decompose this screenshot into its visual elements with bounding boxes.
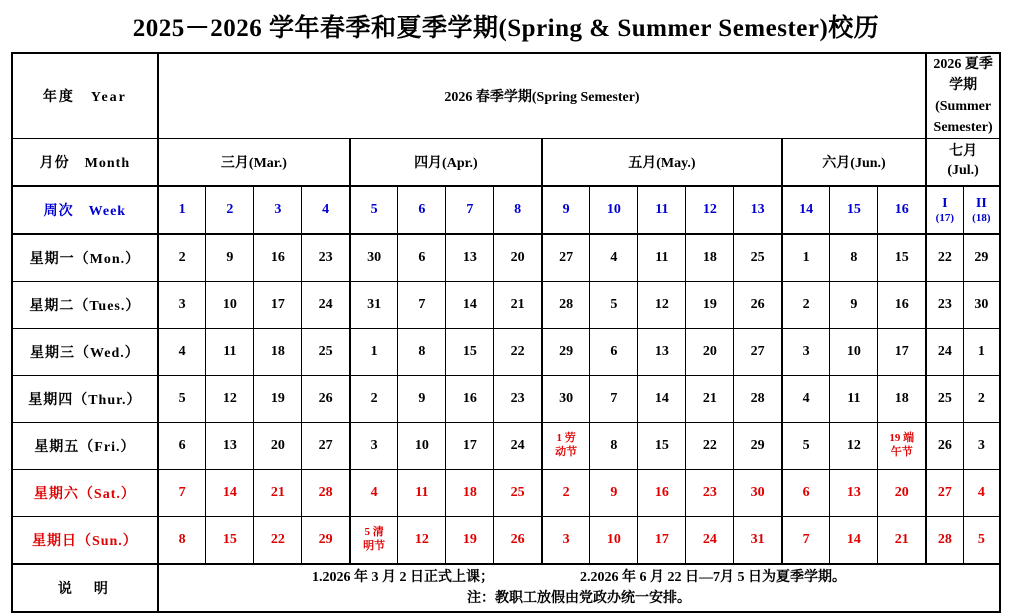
date-cell: 27	[302, 423, 350, 470]
weekday-label: 星期四（Thur.）	[12, 376, 158, 423]
note-label: 说 明	[12, 564, 158, 612]
date-cell: 3	[350, 423, 398, 470]
date-cell: 15	[446, 329, 494, 376]
date-cell: 30	[963, 282, 1000, 329]
date-cell: 22	[926, 234, 963, 282]
date-cell: 30	[734, 470, 782, 517]
date-cell: 18	[878, 376, 926, 423]
date-cell: 25	[926, 376, 963, 423]
week-cell-13: 13	[734, 186, 782, 234]
month-cell-jun: 六月(Jun.)	[782, 139, 926, 187]
date-cell: 23	[302, 234, 350, 282]
date-cell: 13	[206, 423, 254, 470]
date-cell: 10	[206, 282, 254, 329]
weekday-row	[12, 234, 1000, 282]
date-cell: 15	[206, 517, 254, 565]
date-cell: 1	[350, 329, 398, 376]
date-cell: 28	[734, 376, 782, 423]
date-cell: 2	[782, 282, 830, 329]
date-cell: 16	[878, 282, 926, 329]
week-cell-11: 11	[638, 186, 686, 234]
week-cell-3: 3	[254, 186, 302, 234]
date-cell: 30	[542, 376, 590, 423]
holiday-label: 5 清 明节	[363, 526, 386, 552]
week-label-cell: 周次 Week	[12, 186, 158, 234]
date-cell: 7	[398, 282, 446, 329]
weekday-label: 星期一（Mon.）	[12, 234, 158, 282]
date-cell: 29	[734, 423, 782, 470]
date-cell: 24	[926, 329, 963, 376]
date-cell: 27	[542, 234, 590, 282]
date-cell: 9	[398, 376, 446, 423]
date-cell: 29	[542, 329, 590, 376]
month-cell-mar: 三月(Mar.)	[158, 139, 350, 187]
date-cell: 8	[590, 423, 638, 470]
week-cell-1: 1	[158, 186, 206, 234]
date-cell: 2	[158, 234, 206, 282]
week-cell-15: 15	[830, 186, 878, 234]
date-cell: 29	[963, 234, 1000, 282]
date-cell: 26	[494, 517, 542, 565]
summer-week-2-sub: (18)	[972, 212, 991, 224]
date-cell: 9	[206, 234, 254, 282]
summer-week-2-main: II	[975, 196, 987, 211]
holiday-label: 19 端 午节	[889, 432, 915, 458]
summer-week-1-sub: (17)	[935, 212, 954, 224]
date-cell: 9	[590, 470, 638, 517]
date-cell: 4	[963, 470, 1000, 517]
date-cell: 2	[350, 376, 398, 423]
date-cell: 18	[686, 234, 734, 282]
weekday-row	[12, 423, 1000, 470]
date-cell: 16	[254, 234, 302, 282]
date-cell: 20	[686, 329, 734, 376]
date-cell: 25	[302, 329, 350, 376]
week-cell-4: 4	[302, 186, 350, 234]
date-cell: 10	[398, 423, 446, 470]
date-cell: 23	[926, 282, 963, 329]
date-cell: 14	[830, 517, 878, 565]
date-cell: 3	[158, 282, 206, 329]
date-cell: 4	[590, 234, 638, 282]
date-cell: 20	[878, 470, 926, 517]
date-cell: 28	[302, 470, 350, 517]
date-cell: 13	[446, 234, 494, 282]
academic-calendar-table	[11, 52, 1001, 613]
week-row	[12, 186, 1000, 234]
week-cell-7: 7	[446, 186, 494, 234]
date-cell: 24	[686, 517, 734, 565]
date-cell: 12	[398, 517, 446, 565]
weekday-row	[12, 517, 1000, 565]
week-cell-2: 2	[206, 186, 254, 234]
date-cell: 6	[158, 423, 206, 470]
date-cell: 15	[878, 234, 926, 282]
date-cell: 24	[494, 423, 542, 470]
date-cell: 4	[158, 329, 206, 376]
week-cell-9: 9	[542, 186, 590, 234]
date-cell: 22	[494, 329, 542, 376]
date-cell: 5	[782, 423, 830, 470]
note-line-1	[159, 567, 999, 588]
date-cell: 7	[782, 517, 830, 565]
date-cell: 3	[542, 517, 590, 565]
date-cell: 22	[254, 517, 302, 565]
weekday-label: 星期二（Tues.）	[12, 282, 158, 329]
note-line-1-part-1: 1.2026 年 3 月 2 日正式上课；	[311, 570, 494, 585]
date-cell: 22	[686, 423, 734, 470]
week-cell-12: 12	[686, 186, 734, 234]
weekday-row	[12, 329, 1000, 376]
date-cell: 8	[398, 329, 446, 376]
date-cell: 26	[302, 376, 350, 423]
date-cell: 14	[638, 376, 686, 423]
date-cell: 11	[638, 234, 686, 282]
week-cell-16: 16	[878, 186, 926, 234]
date-cell: 18	[446, 470, 494, 517]
date-cell: 19	[254, 376, 302, 423]
date-cell: 16	[446, 376, 494, 423]
date-cell: 28	[926, 517, 963, 565]
date-cell: 27	[926, 470, 963, 517]
date-cell: 13	[638, 329, 686, 376]
date-cell: 17	[446, 423, 494, 470]
date-cell: 21	[878, 517, 926, 565]
date-cell: 21	[686, 376, 734, 423]
date-cell: 23	[686, 470, 734, 517]
date-cell: 4	[782, 376, 830, 423]
week-cell-5: 5	[350, 186, 398, 234]
date-cell: 28	[542, 282, 590, 329]
spring-semester-header: 2026 春季学期(Spring Semester)	[158, 53, 926, 139]
date-cell: 3	[782, 329, 830, 376]
date-cell: 6	[782, 470, 830, 517]
date-cell: 11	[206, 329, 254, 376]
note-line-2: 注：教职工放假由党政办统一安排。	[466, 591, 691, 606]
date-cell: 8	[830, 234, 878, 282]
date-cell: 23	[494, 376, 542, 423]
date-cell: 1	[782, 234, 830, 282]
date-cell: 19	[446, 517, 494, 565]
date-cell: 2	[963, 376, 1000, 423]
date-cell: 18	[254, 329, 302, 376]
calendar-body	[12, 53, 1000, 612]
year-row	[12, 53, 1000, 139]
date-cell: 21	[494, 282, 542, 329]
weekday-label: 星期日（Sun.）	[12, 517, 158, 565]
date-cell: 3	[963, 423, 1000, 470]
date-cell: 26	[926, 423, 963, 470]
summer-semester-line2: (Summer Semester)	[933, 99, 993, 135]
month-cell-may: 五月(May.)	[542, 139, 782, 187]
date-cell: 14	[446, 282, 494, 329]
date-cell: 2	[542, 470, 590, 517]
weekday-label: 星期六（Sat.）	[12, 470, 158, 517]
date-cell: 27	[734, 329, 782, 376]
weekday-label: 星期五（Fri.）	[12, 423, 158, 470]
date-cell: 4	[350, 470, 398, 517]
date-cell: 10	[830, 329, 878, 376]
note-body	[158, 564, 1000, 612]
date-cell: 11	[830, 376, 878, 423]
weekday-label: 星期三（Wed.）	[12, 329, 158, 376]
summer-semester-line1: 2026 夏季学期	[933, 57, 993, 93]
date-cell: 11	[398, 470, 446, 517]
weekday-row	[12, 282, 1000, 329]
summer-week-1-main: I	[942, 196, 948, 211]
date-cell: 14	[206, 470, 254, 517]
date-cell: 17	[878, 329, 926, 376]
month-cell-jul: 七月 (Jul.)	[926, 139, 1000, 187]
date-cell	[878, 423, 926, 470]
date-cell	[542, 423, 590, 470]
month-cell-apr: 四月(Apr.)	[350, 139, 542, 187]
date-cell: 17	[638, 517, 686, 565]
date-cell: 15	[638, 423, 686, 470]
date-cell: 30	[350, 234, 398, 282]
date-cell: 1	[963, 329, 1000, 376]
date-cell: 7	[590, 376, 638, 423]
date-cell: 25	[494, 470, 542, 517]
weekday-row	[12, 376, 1000, 423]
date-cell: 21	[254, 470, 302, 517]
date-cell: 19	[686, 282, 734, 329]
date-cell: 20	[494, 234, 542, 282]
summer-semester-header	[926, 53, 1000, 139]
date-cell: 25	[734, 234, 782, 282]
year-label-cell: 年度 Year	[12, 53, 158, 139]
date-cell: 17	[254, 282, 302, 329]
date-cell: 31	[734, 517, 782, 565]
page-title: 2025－2026 学年春季和夏季学期(Spring & Summer Semester)校历	[132, 15, 880, 42]
date-cell: 24	[302, 282, 350, 329]
date-cell: 6	[398, 234, 446, 282]
date-cell: 5	[963, 517, 1000, 565]
date-cell: 8	[158, 517, 206, 565]
weekday-row	[12, 470, 1000, 517]
week-cell-summer-1	[926, 186, 963, 234]
date-cell: 6	[590, 329, 638, 376]
date-cell: 29	[302, 517, 350, 565]
week-cell-10: 10	[590, 186, 638, 234]
date-cell: 5	[158, 376, 206, 423]
note-line-1-part-2: 2.2026 年 6 月 22 日—7月 5 日为夏季学期。	[579, 570, 846, 585]
date-cell: 13	[830, 470, 878, 517]
date-cell	[350, 517, 398, 565]
date-cell: 16	[638, 470, 686, 517]
date-cell: 9	[830, 282, 878, 329]
week-cell-summer-2	[963, 186, 1000, 234]
holiday-label: 1 劳 动节	[555, 432, 578, 458]
date-cell: 5	[590, 282, 638, 329]
week-cell-6: 6	[398, 186, 446, 234]
date-cell: 12	[206, 376, 254, 423]
month-label-cell: 月份 Month	[12, 139, 158, 187]
date-cell: 20	[254, 423, 302, 470]
note-row	[12, 564, 1000, 612]
month-row	[12, 139, 1000, 187]
week-cell-8: 8	[494, 186, 542, 234]
date-cell: 12	[638, 282, 686, 329]
date-cell: 31	[350, 282, 398, 329]
date-cell: 10	[590, 517, 638, 565]
week-cell-14: 14	[782, 186, 830, 234]
date-cell: 12	[830, 423, 878, 470]
date-cell: 7	[158, 470, 206, 517]
date-cell: 26	[734, 282, 782, 329]
